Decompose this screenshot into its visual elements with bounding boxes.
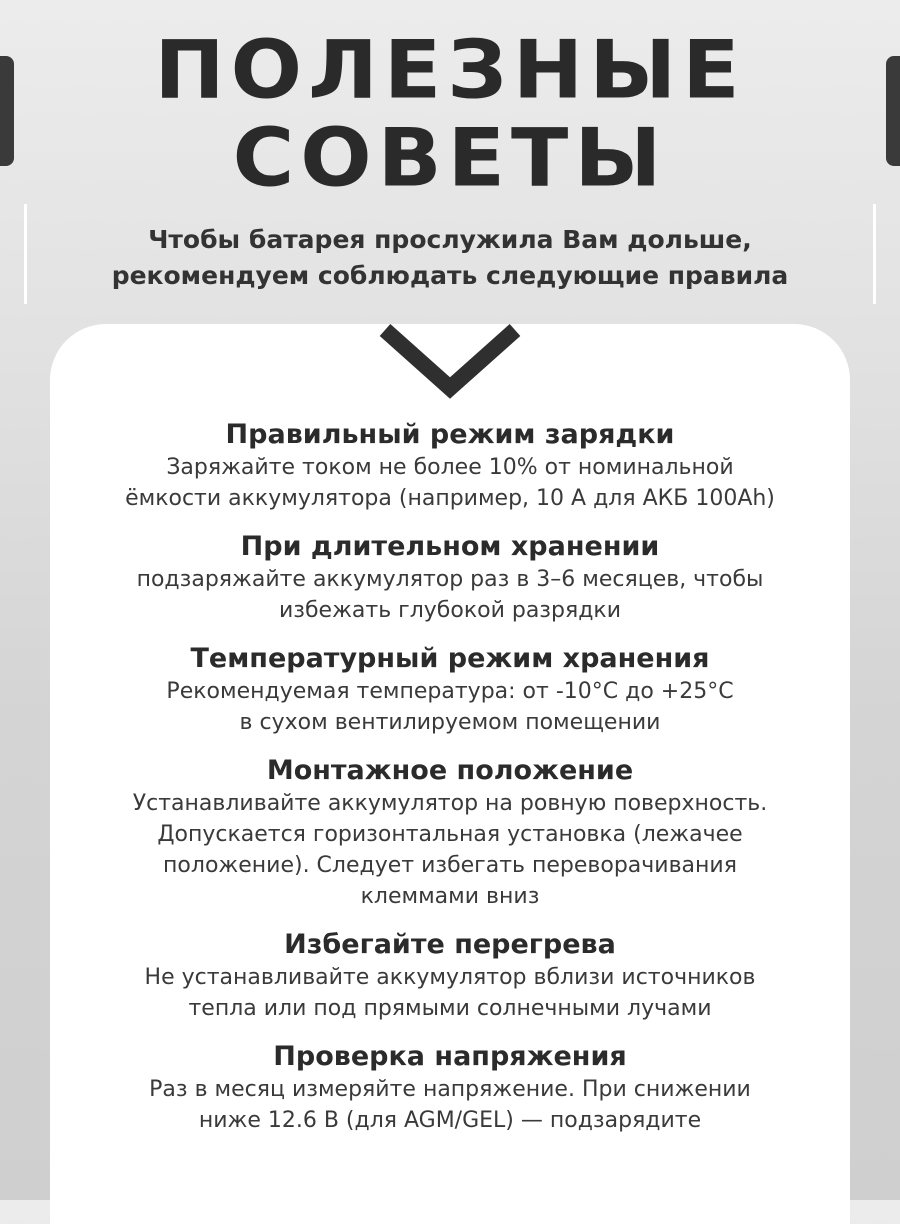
tip-storage [50,530,850,626]
tips-list [50,418,850,1152]
tip-text: Заряжайте током не более 10% от номинальной ёмкости аккумулятора (например, 10 А для АКБ 100Ah) [125,455,775,511]
tip-text: Раз в месяц измеряйте напряжение. При снижении ниже 12.6 В (для AGM/GEL) — подзарядите [149,1077,751,1133]
page-title-line2: СОВЕТЫ [232,111,668,205]
tip-mounting [50,754,850,912]
page-title-line1: ПОЛЕЗНЫЕ [154,23,746,117]
tip-temperature [50,642,850,738]
tip-title: Правильный режим зарядки [225,419,675,450]
tip-text: подзаряжайте аккумулятор раз в 3–6 месяцев, чтобы избежать глубокой разрядки [136,567,764,623]
subtitle-frame [24,204,876,304]
chevron-down-icon [0,320,900,400]
tip-overheat [50,928,850,1024]
tip-text: Устанавливайте аккумулятор на ровную поверхность. Допускается горизонтальная установка (лежачее положение). Следует избегать переворачивания клеммами вниз [132,791,768,909]
tip-title: При длительном хранении [240,531,660,562]
tip-title: Температурный режим хранения [190,643,710,674]
tip-title: Проверка напряжения [273,1041,627,1072]
tip-title: Монтажное положение [266,755,634,786]
subtitle: Чтобы батарея прослужила Вам дольше, рекомендуем соблюдать следующие правила [111,225,789,290]
tip-text: Рекомендуемая температура: от -10°С до +25°С в сухом вентилируемом помещении [166,679,734,735]
tip-charging [50,418,850,514]
tip-voltage [50,1040,850,1136]
tip-text: Не устанавливайте аккумулятор вблизи источников тепла или под прямыми солнечными лучами [144,965,756,1021]
tip-title: Избегайте перегрева [284,929,616,960]
